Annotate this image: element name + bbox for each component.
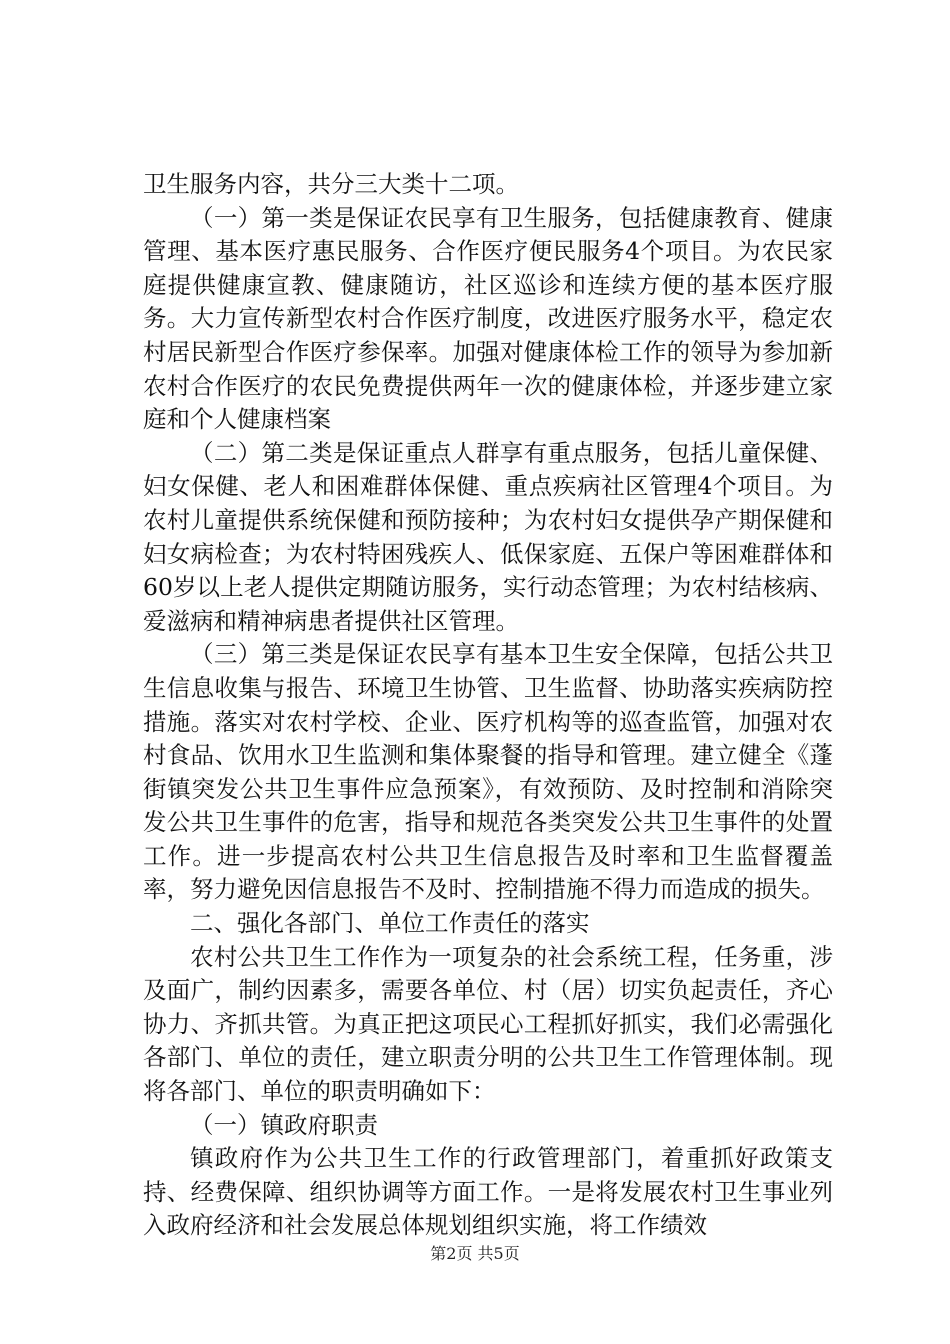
subsection-heading-1: （一）镇政府职责 — [190, 1110, 378, 1139]
section-heading-2: 二、强化各部门、单位工作责任的落实 — [190, 909, 590, 938]
page-number-footer: 第2页 共5页 — [430, 1244, 520, 1263]
paragraph-1: 卫生服务内容，共分三大类十二项。 — [143, 170, 519, 198]
paragraph-4: （三）第三类是保证农民享有基本卫生安全保障，包括公共卫生信息收集与报告、环境卫生协管、卫生监督、协助落实疾病防控措施。落实对农村学校、企业、医疗机构等的巡查监管，加强对农村食品、饮用水卫生监测和集体聚餐的指导和管理。建立健全《蓬街镇突发公共卫生事件应急预案》，有效预防、及时控制和消除突发公共卫生事件的危害，指导和规范各类突发公共卫生事件的处置工作。进一步提高农村公共卫生信息报告及时率和卫生监督覆盖率，努力避免因信息报告不及时、控制措施不得力而造成的损失。 — [143, 640, 833, 904]
paragraph-5: 农村公共卫生工作作为一项复杂的社会系统工程，任务重，涉及面广，制约因素多，需要各单位、村（居）切实负起责任，齐心协力、齐抓共管。为真正把这项民心工程抓好抓实，我们必需强化各部门、单位的责任，建立职责分明的公共卫生工作管理体制。现将各部门、单位的职责明确如下： — [143, 942, 833, 1106]
paragraph-6: 镇政府作为公共卫生工作的行政管理部门，着重抓好政策支持、经费保障、组织协调等方面工作。一是将发展农村卫生事业列入政府经济和社会发展总体规划组织实施，将工作绩效 — [143, 1144, 833, 1240]
document-body — [143, 168, 833, 1243]
paragraph-3: （二）第二类是保证重点人群享有重点服务，包括儿童保健、妇女保健、老人和困难群体保健、重点疾病社区管理4个项目。为农村儿童提供系统保健和预防接种；为农村妇女提供孕产期保健和妇女病检查；为农村特困残疾人、低保家庭、五保户等困难群体和60岁以上老人提供定期随访服务，实行动态管理；为农村结核病、爱滋病和精神病患者提供社区管理。 — [143, 438, 833, 635]
paragraph-2: （一）第一类是保证农民享有卫生服务，包括健康教育、健康管理、基本医疗惠民服务、合作医疗便民服务4个项目。为农民家庭提供健康宣教、健康随访，社区巡诊和连续方便的基本医疗服务。大力宣传新型农村合作医疗制度，改进医疗服务水平，稳定农村居民新型合作医疗参保率。加强对健康体检工作的领导为参加新农村合作医疗的农民免费提供两年一次的健康体检，并逐步建立家庭和个人健康档案 — [143, 203, 833, 434]
